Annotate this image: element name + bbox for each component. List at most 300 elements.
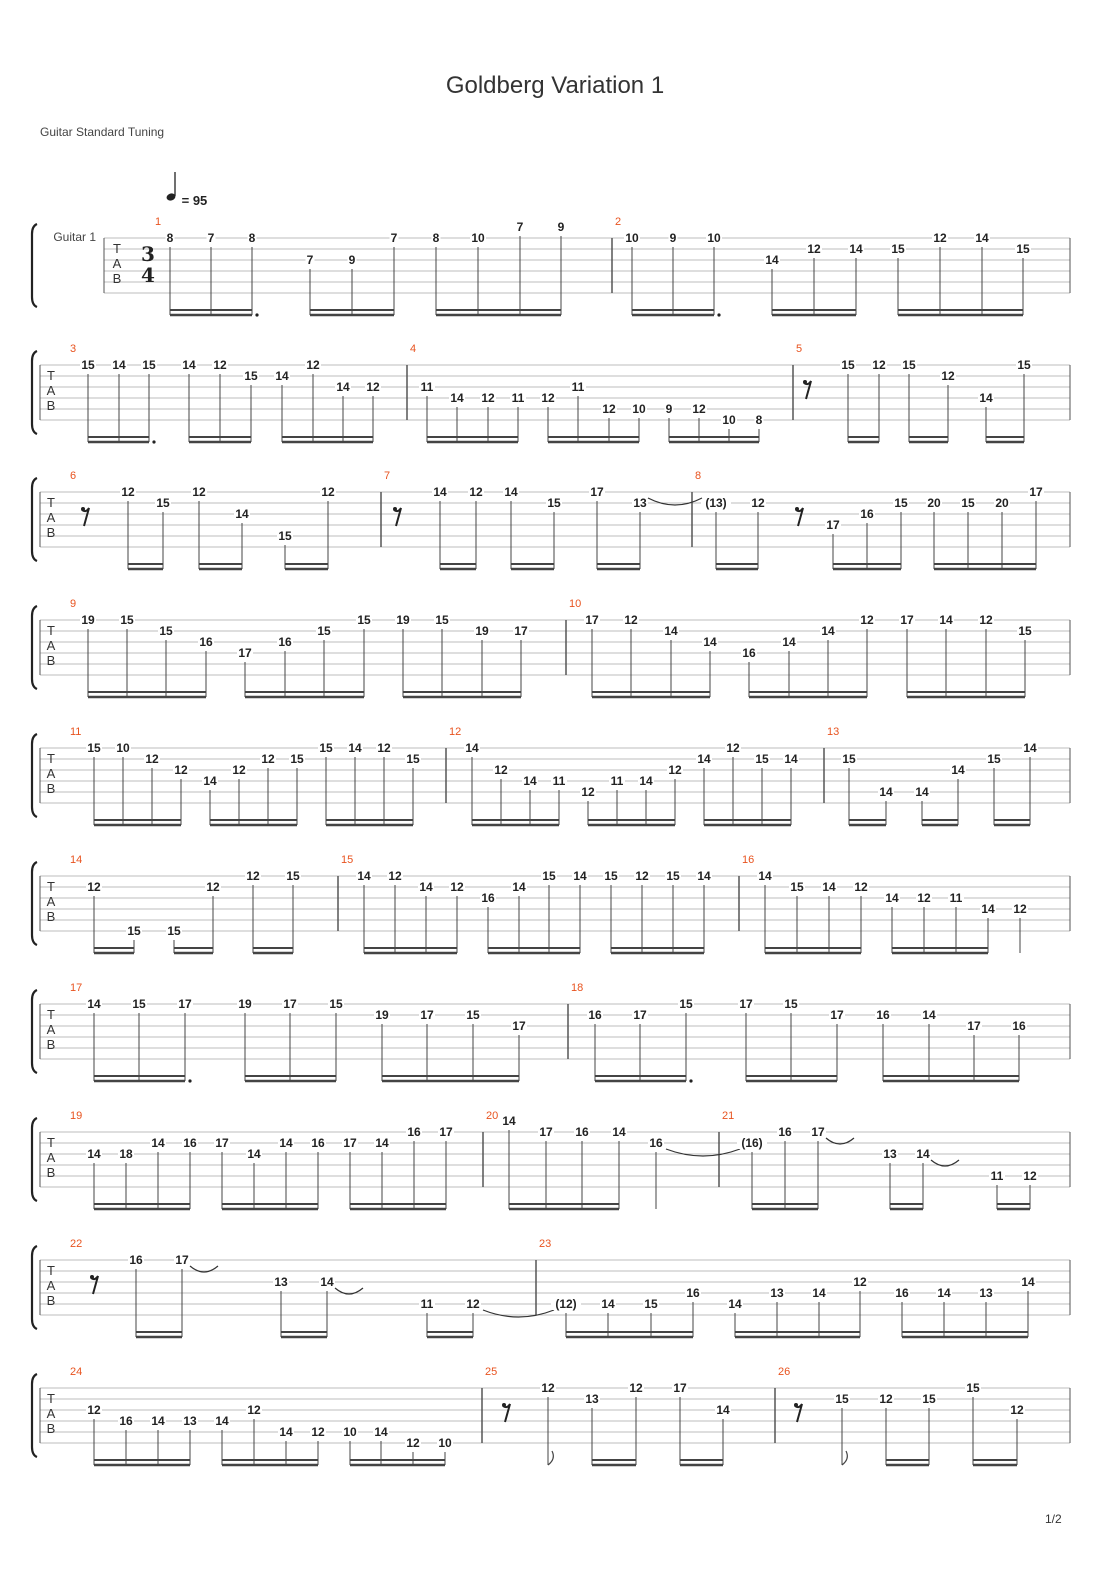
measure-number: 9 [70, 598, 77, 610]
fret-number: 15 [891, 242, 905, 256]
augmentation-dot [717, 313, 720, 316]
fret-number: 14 [951, 763, 965, 777]
measure-number: 15 [341, 854, 354, 866]
fret-number: 14 [765, 253, 779, 267]
system-bracket-icon [32, 862, 37, 945]
fret-number: 15 [132, 997, 146, 1011]
measure-number: 13 [827, 726, 840, 738]
fret-number: 14 [939, 613, 953, 627]
note-flag-icon [842, 1451, 847, 1465]
fret-number: 13 [274, 1275, 288, 1289]
fret-number: 13 [633, 496, 647, 510]
measure-number: 11 [70, 726, 82, 738]
fret-number: 15 [542, 869, 556, 883]
fret-number: 14 [728, 1297, 742, 1311]
fret-number: 12 [860, 613, 874, 627]
fret-number: 8 [166, 231, 174, 245]
tab-clef-letter: A [46, 1278, 56, 1293]
tab-clef-letter: A [46, 1406, 56, 1421]
fret-number: 15 [159, 624, 173, 638]
fret-number: 12 [979, 613, 993, 627]
tab-clef-letter: T [47, 495, 55, 510]
system-bracket-icon [32, 1374, 37, 1457]
fret-number: 14 [612, 1125, 626, 1139]
measure-number: 19 [70, 1110, 83, 1122]
augmentation-dot [188, 1079, 191, 1082]
fret-number: 15 [329, 997, 343, 1011]
augmentation-dot [255, 313, 258, 316]
fret-number: 14 [782, 635, 796, 649]
fret-number: 16 [588, 1008, 602, 1022]
fret-number: 12 [1023, 1169, 1037, 1183]
rest-dot [81, 507, 85, 511]
fret-number: 14 [87, 997, 101, 1011]
time-signature-bottom: 4 [141, 263, 155, 287]
fret-number: 9 [669, 231, 677, 245]
tab-clef-letter: B [46, 653, 56, 668]
fret-number: 14 [279, 1136, 293, 1150]
fret-number: 15 [244, 369, 258, 383]
fret-number: 12 [635, 869, 649, 883]
fret-number: 14 [716, 1403, 730, 1417]
fret-number: 16 [311, 1136, 325, 1150]
fret-number: 14 [784, 752, 798, 766]
system-bracket-icon [32, 478, 37, 561]
fret-number: 12 [941, 369, 955, 383]
system-bracket-icon [32, 734, 37, 817]
fret-number: 17 [420, 1008, 434, 1022]
fret-number: 12 [87, 880, 101, 894]
fret-number: 14 [336, 380, 350, 394]
fret-number: 17 [967, 1019, 981, 1033]
fret-number: 10 [707, 231, 721, 245]
fret-number: 12 [87, 1403, 101, 1417]
fret-number: 14 [502, 1114, 516, 1128]
fret-number: 15 [156, 496, 170, 510]
fret-number: 17 [343, 1136, 357, 1150]
augmentation-dot [689, 1079, 692, 1082]
fret-number: 16 [199, 635, 213, 649]
tab-clef-letter: B [46, 398, 56, 413]
fret-number: 12 [854, 880, 868, 894]
fret-number: 12 [807, 242, 821, 256]
fret-number: 14 [879, 785, 893, 799]
fret-number: 14 [697, 869, 711, 883]
measure-number: 14 [70, 854, 83, 866]
tab-clef-letter: B [46, 1293, 56, 1308]
fret-number: 15 [961, 496, 975, 510]
measure-number: 7 [384, 470, 391, 482]
fret-number: 15 [755, 752, 769, 766]
tie-arc [648, 498, 702, 505]
fret-number: 15 [835, 1392, 849, 1406]
tab-clef-letter: B [46, 525, 56, 540]
rest-dot [795, 507, 799, 511]
fret-number: 10 [632, 402, 646, 416]
fret-number: 12 [206, 880, 220, 894]
fret-number: 12 [306, 358, 320, 372]
fret-number: 11 [949, 891, 963, 905]
fret-number: 12 [581, 785, 595, 799]
fret-number: 15 [1017, 358, 1031, 372]
fret-number: 14 [821, 624, 835, 638]
measure-number: 26 [778, 1366, 791, 1378]
fret-number: 14 [758, 869, 772, 883]
measure-number: 17 [70, 982, 83, 994]
measure-number: 22 [70, 1238, 83, 1250]
fret-number: 15 [286, 869, 300, 883]
fret-number: 12 [933, 231, 947, 245]
measure-number: 12 [449, 726, 462, 738]
fret-number: 14 [1021, 1275, 1035, 1289]
fret-number: 12 [377, 741, 391, 755]
fret-number: 12 [692, 402, 706, 416]
rest-dot [502, 1403, 506, 1407]
fret-number: 14 [822, 880, 836, 894]
tempo-value: = 95 [181, 193, 208, 208]
fret-number: 12 [366, 380, 380, 394]
tab-clef-letter: T [47, 1135, 55, 1150]
fret-number: 12 [494, 763, 508, 777]
fret-number: 15 [319, 741, 333, 755]
fret-number: 17 [238, 646, 252, 660]
fret-number: 15 [87, 741, 101, 755]
system-bracket-icon [32, 224, 37, 307]
measure-number: 25 [485, 1366, 498, 1378]
tab-clef-letter: B [46, 909, 56, 924]
fret-number: 19 [375, 1008, 389, 1022]
fret-number: 16 [129, 1253, 143, 1267]
song-title: Goldberg Variation 1 [445, 72, 665, 99]
fret-number: 12 [246, 869, 260, 883]
fret-number: 15 [466, 1008, 480, 1022]
fret-number: 14 [885, 891, 899, 905]
tab-clef-letter: T [47, 1007, 55, 1022]
fret-number: 14 [450, 391, 464, 405]
fret-number: 15 [167, 924, 181, 938]
fret-number: 14 [523, 774, 537, 788]
fret-number: 14 [374, 1425, 388, 1439]
tab-clef-letter: T [47, 751, 55, 766]
fret-number: 12 [726, 741, 740, 755]
tuning-label: Guitar Standard Tuning [40, 125, 165, 139]
fret-number: 17 [439, 1125, 453, 1139]
tab-clef-letter: T [47, 879, 55, 894]
fret-number: 10 [625, 231, 639, 245]
fret-number: 15 [1016, 242, 1030, 256]
fret-number: 14 [151, 1136, 165, 1150]
fret-number: 16 [649, 1136, 663, 1150]
fret-number: 13 [770, 1286, 784, 1300]
fret-number: 11 [571, 380, 585, 394]
tab-clef-letter: A [46, 383, 56, 398]
fret-number: 17 [215, 1136, 229, 1150]
tab-clef-letter: A [46, 1022, 56, 1037]
instrument-name: Guitar 1 [53, 230, 96, 244]
fret-number: 15 [842, 752, 856, 766]
tab-clef-letter: A [46, 894, 56, 909]
fret-number: 18 [119, 1147, 133, 1161]
fret-number: 16 [278, 635, 292, 649]
fret-number: 14 [357, 869, 371, 883]
fret-number: 17 [512, 1019, 526, 1033]
fret-number: 15 [987, 752, 1001, 766]
fret-number: 13 [883, 1147, 897, 1161]
fret-number: 12 [917, 891, 931, 905]
fret-number: 14 [182, 358, 196, 372]
fret-number: 12 [668, 763, 682, 777]
fret-number: 15 [644, 1297, 658, 1311]
tab-clef-letter: B [46, 1037, 56, 1052]
measure-number: 16 [742, 854, 755, 866]
system-bracket-icon [32, 351, 37, 434]
fret-number: 10 [722, 413, 736, 427]
fret-number: 8 [755, 413, 763, 427]
fret-number: 17 [283, 997, 297, 1011]
fret-number: 12 [311, 1425, 325, 1439]
fret-number: 12 [174, 763, 188, 777]
system-bracket-icon [32, 990, 37, 1073]
fret-number: 14 [979, 391, 993, 405]
fret-number: 14 [915, 785, 929, 799]
measure-number: 21 [722, 1110, 735, 1122]
fret-number: 11 [420, 380, 434, 394]
fret-number: 12 [481, 391, 495, 405]
fret-number: 15 [357, 613, 371, 627]
tab-clef-letter: A [46, 766, 56, 781]
tab-clef-letter: A [46, 638, 56, 653]
fret-number: 15 [790, 880, 804, 894]
fret-number: 15 [679, 997, 693, 1011]
fret-number: 12 [121, 485, 135, 499]
fret-number: 12 [1013, 902, 1027, 916]
fret-number: 12 [1010, 1403, 1024, 1417]
fret-number: 14 [203, 774, 217, 788]
fret-number: 7 [207, 231, 215, 245]
fret-number: (12) [555, 1297, 577, 1311]
fret-number: 14 [1023, 741, 1037, 755]
fret-number: 16 [778, 1125, 792, 1139]
fret-number: 17 [673, 1381, 687, 1395]
fret-number: 19 [475, 624, 489, 638]
fret-number: 14 [573, 869, 587, 883]
fret-number: 11 [420, 1297, 434, 1311]
fret-number: 10 [343, 1425, 357, 1439]
fret-number: 12 [853, 1275, 867, 1289]
fret-number: 14 [419, 880, 433, 894]
fret-number: 17 [739, 997, 753, 1011]
fret-number: 14 [279, 1425, 293, 1439]
fret-number: 12 [406, 1436, 420, 1450]
fret-number: 14 [151, 1414, 165, 1428]
fret-number: 14 [697, 752, 711, 766]
fret-number: 12 [261, 752, 275, 766]
fret-number: 15 [435, 613, 449, 627]
fret-number: (16) [741, 1136, 763, 1150]
fret-number: 13 [585, 1392, 599, 1406]
fret-number: 16 [860, 507, 874, 521]
fret-number: 12 [247, 1403, 261, 1417]
fret-number: 7 [516, 220, 524, 234]
fret-number: 14 [348, 741, 362, 755]
fret-number: 14 [247, 1147, 261, 1161]
augmentation-dot [152, 440, 155, 443]
system-bracket-icon [32, 1118, 37, 1201]
fret-number: 12 [541, 1381, 555, 1395]
measure-number: 2 [615, 216, 622, 228]
fret-number: 15 [922, 1392, 936, 1406]
page-number: 1/2 [1045, 1512, 1062, 1526]
measure-number: 3 [70, 343, 77, 355]
fret-number: 15 [547, 496, 561, 510]
fret-number: 15 [406, 752, 420, 766]
fret-number: 14 [639, 774, 653, 788]
fret-number: 11 [610, 774, 624, 788]
measure-number: 10 [569, 598, 582, 610]
fret-number: 17 [175, 1253, 189, 1267]
fret-number: 17 [900, 613, 914, 627]
fret-number: 15 [902, 358, 916, 372]
fret-number: 15 [81, 358, 95, 372]
measure-number: 5 [796, 343, 803, 355]
tab-clef-letter: T [113, 241, 121, 256]
fret-number: 12 [192, 485, 206, 499]
fret-number: 14 [664, 624, 678, 638]
fret-number: 16 [1012, 1019, 1026, 1033]
fret-number: 15 [966, 1381, 980, 1395]
fret-number: 16 [119, 1414, 133, 1428]
fret-number: 13 [979, 1286, 993, 1300]
fret-number: 15 [278, 529, 292, 543]
fret-number: 12 [872, 358, 886, 372]
fret-number: 15 [841, 358, 855, 372]
fret-number: 16 [407, 1125, 421, 1139]
fret-number: 12 [466, 1297, 480, 1311]
fret-number: 17 [539, 1125, 553, 1139]
fret-number: 14 [703, 635, 717, 649]
fret-number: 12 [541, 391, 555, 405]
fret-number: 9 [348, 253, 356, 267]
fret-number: 17 [1029, 485, 1043, 499]
measure-number: 18 [571, 982, 584, 994]
fret-number: 16 [895, 1286, 909, 1300]
fret-number: 11 [552, 774, 566, 788]
tab-clef-letter: T [47, 1391, 55, 1406]
fret-number: 12 [145, 752, 159, 766]
fret-number: 15 [290, 752, 304, 766]
fret-number: 14 [601, 1297, 615, 1311]
fret-number: 16 [481, 891, 495, 905]
fret-number: 13 [183, 1414, 197, 1428]
fret-number: 7 [306, 253, 314, 267]
fret-number: 14 [112, 358, 126, 372]
fret-number: 14 [375, 1136, 389, 1150]
fret-number: 14 [465, 741, 479, 755]
fret-number: 9 [665, 402, 673, 416]
fret-number: 15 [120, 613, 134, 627]
fret-number: 9 [557, 220, 565, 234]
fret-number: 17 [811, 1125, 825, 1139]
fret-number: 7 [390, 231, 398, 245]
system-bracket-icon [32, 1246, 37, 1329]
fret-number: 10 [116, 741, 130, 755]
system-bracket-icon [32, 606, 37, 689]
rest-dot [803, 380, 807, 384]
fret-number: 12 [450, 880, 464, 894]
time-signature-top: 3 [141, 242, 155, 266]
fret-number: 14 [235, 507, 249, 521]
fret-number: 14 [320, 1275, 334, 1289]
fret-number: 14 [215, 1414, 229, 1428]
fret-number: 20 [995, 496, 1009, 510]
fret-number: 15 [604, 869, 618, 883]
fret-number: 20 [927, 496, 941, 510]
fret-number: 15 [666, 869, 680, 883]
measure-number: 1 [155, 216, 162, 228]
measure-number: 23 [539, 1238, 552, 1250]
fret-number: 11 [511, 391, 525, 405]
fret-number: 16 [686, 1286, 700, 1300]
fret-number: 12 [321, 485, 335, 499]
fret-number: 14 [849, 242, 863, 256]
fret-number: 12 [751, 496, 765, 510]
fret-number: 19 [238, 997, 252, 1011]
fret-number: 14 [812, 1286, 826, 1300]
note-flag-icon [548, 1451, 553, 1465]
fret-number: 12 [879, 1392, 893, 1406]
fret-number: 8 [432, 231, 440, 245]
fret-number: 14 [922, 1008, 936, 1022]
fret-number: 14 [937, 1286, 951, 1300]
fret-number: 17 [514, 624, 528, 638]
tab-clef-letter: B [46, 781, 56, 796]
fret-number: (13) [705, 496, 727, 510]
fret-number: 12 [213, 358, 227, 372]
tab-clef-letter: T [47, 623, 55, 638]
fret-number: 14 [981, 902, 995, 916]
fret-number: 15 [894, 496, 908, 510]
tie-arc [483, 1310, 554, 1317]
rest-dot [794, 1403, 798, 1407]
fret-number: 8 [248, 231, 256, 245]
rest-dot [393, 507, 397, 511]
fret-number: 12 [469, 485, 483, 499]
tab-clef-letter: B [46, 1421, 56, 1436]
tab-clef-letter: B [112, 271, 122, 286]
rest-dot [90, 1275, 94, 1279]
fret-number: 17 [826, 518, 840, 532]
fret-number: 12 [388, 869, 402, 883]
measure-number: 6 [70, 470, 77, 482]
fret-number: 10 [471, 231, 485, 245]
fret-number: 14 [504, 485, 518, 499]
fret-number: 16 [183, 1136, 197, 1150]
fret-number: 14 [512, 880, 526, 894]
tab-clef-letter: B [46, 1165, 56, 1180]
fret-number: 14 [916, 1147, 930, 1161]
measure-number: 24 [70, 1366, 83, 1378]
tab-clef-letter: A [46, 510, 56, 525]
tie-arc [666, 1149, 740, 1156]
fret-number: 17 [178, 997, 192, 1011]
fret-number: 15 [127, 924, 141, 938]
tab-clef-letter: T [47, 1263, 55, 1278]
fret-number: 19 [81, 613, 95, 627]
fret-number: 19 [396, 613, 410, 627]
fret-number: 17 [830, 1008, 844, 1022]
measure-number: 4 [410, 343, 417, 355]
fret-number: 12 [629, 1381, 643, 1395]
